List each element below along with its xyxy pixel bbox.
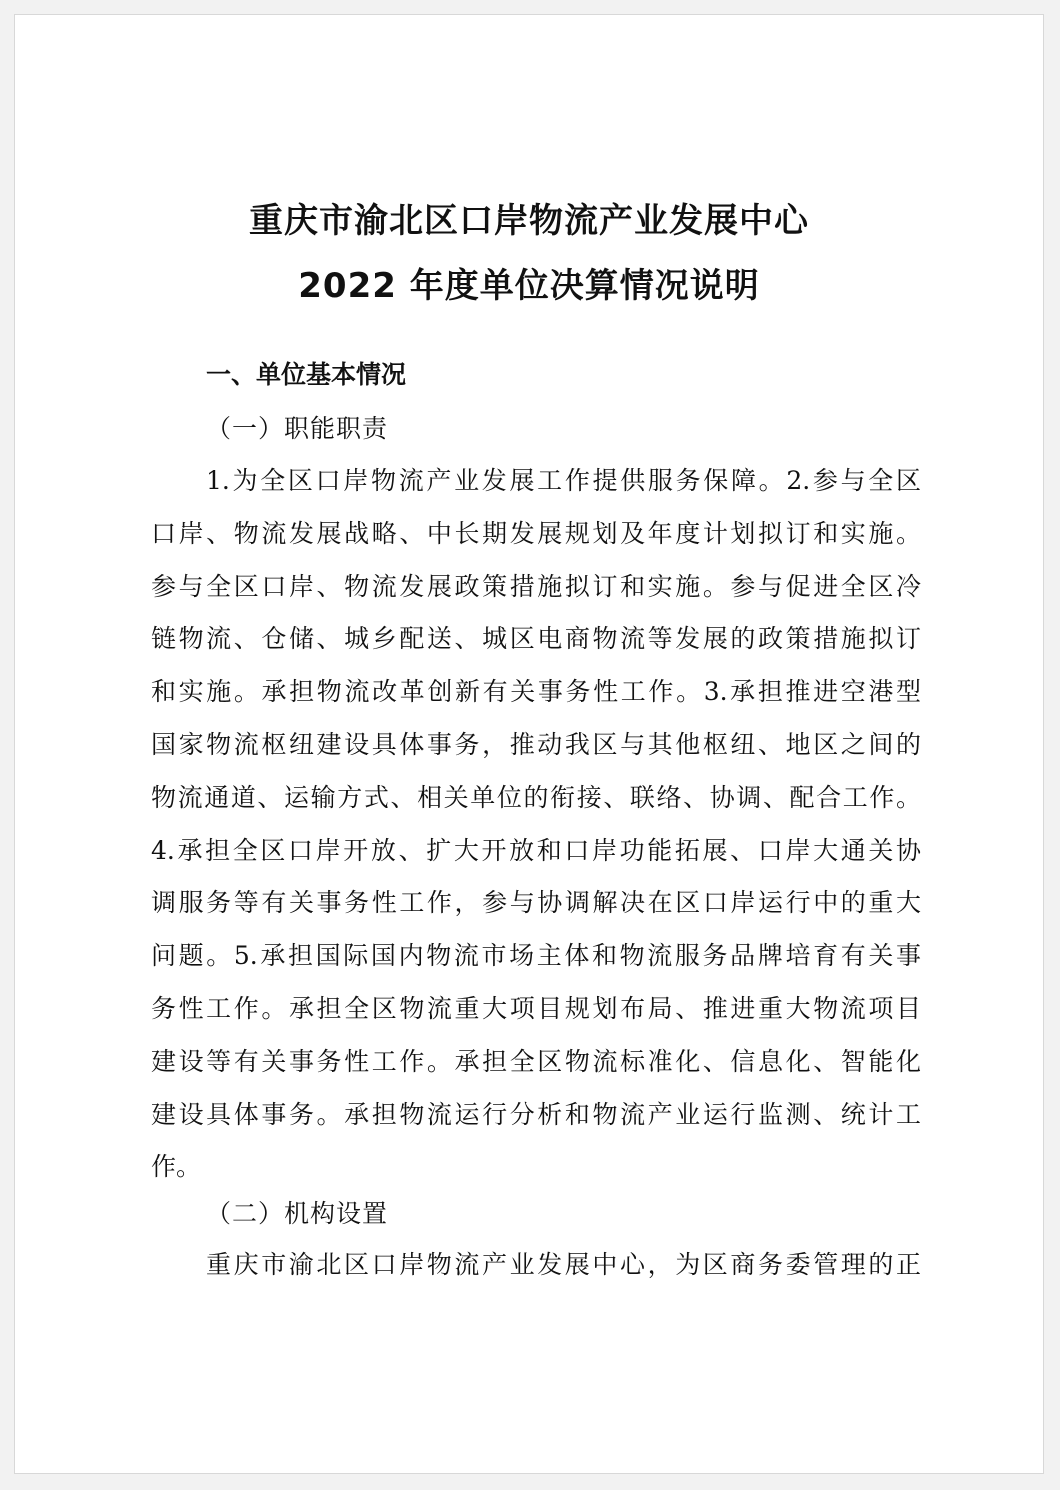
paragraph-line: 物流通道、运输方式、相关单位的衔接、联络、协调、配合工作。 [151,782,921,812]
paragraph-line: 作。 [151,1152,202,1182]
paragraph-line: 口岸、物流发展战略、中长期发展规划及年度计划拟订和实施。 [151,518,921,548]
paragraph-line: 问题。5.承担国际国内物流市场主体和物流服务品牌培育有关事 [151,941,921,971]
section-heading-basic-info: 一、单位基本情况 [206,360,407,389]
paragraph-line: 重庆市渝北区口岸物流产业发展中心，为区商务委管理的正 [206,1250,921,1279]
subsection-heading-functions: （一）职能职责 [206,414,389,443]
paragraph-line: 1.为全区口岸物流产业发展工作提供服务保障。2.参与全区 [206,466,921,495]
paragraph-line: 链物流、仓储、城乡配送、城区电商物流等发展的政策措施拟订 [151,624,921,654]
paragraph-line: 调服务等有关事务性工作，参与协调解决在区口岸运行中的重大 [151,888,921,918]
document-page [14,14,1044,1474]
document-title-line1: 重庆市渝北区口岸物流产业发展中心 [249,201,809,241]
document-title-line2: 2022 年度单位决算情况说明 [298,266,760,306]
paragraph-line: 和实施。承担物流改革创新有关事务性工作。3.承担推进空港型 [151,677,921,707]
paragraph-line: 务性工作。承担全区物流重大项目规划布局、推进重大物流项目 [151,994,921,1023]
paragraph-line: 4.承担全区口岸开放、扩大开放和口岸功能拓展、口岸大通关协 [151,835,921,865]
paragraph-line: 国家物流枢纽建设具体事务，推动我区与其他枢纽、地区之间的 [151,730,921,759]
paragraph-line: 建设具体事务。承担物流运行分析和物流产业运行监测、统计工 [151,1099,921,1129]
paragraph-line: 参与全区口岸、物流发展政策措施拟订和实施。参与促进全区冷 [151,571,921,601]
subsection-heading-organization: （二）机构设置 [206,1199,389,1228]
paragraph-line: 建设等有关事务性工作。承担全区物流标准化、信息化、智能化 [151,1046,921,1076]
